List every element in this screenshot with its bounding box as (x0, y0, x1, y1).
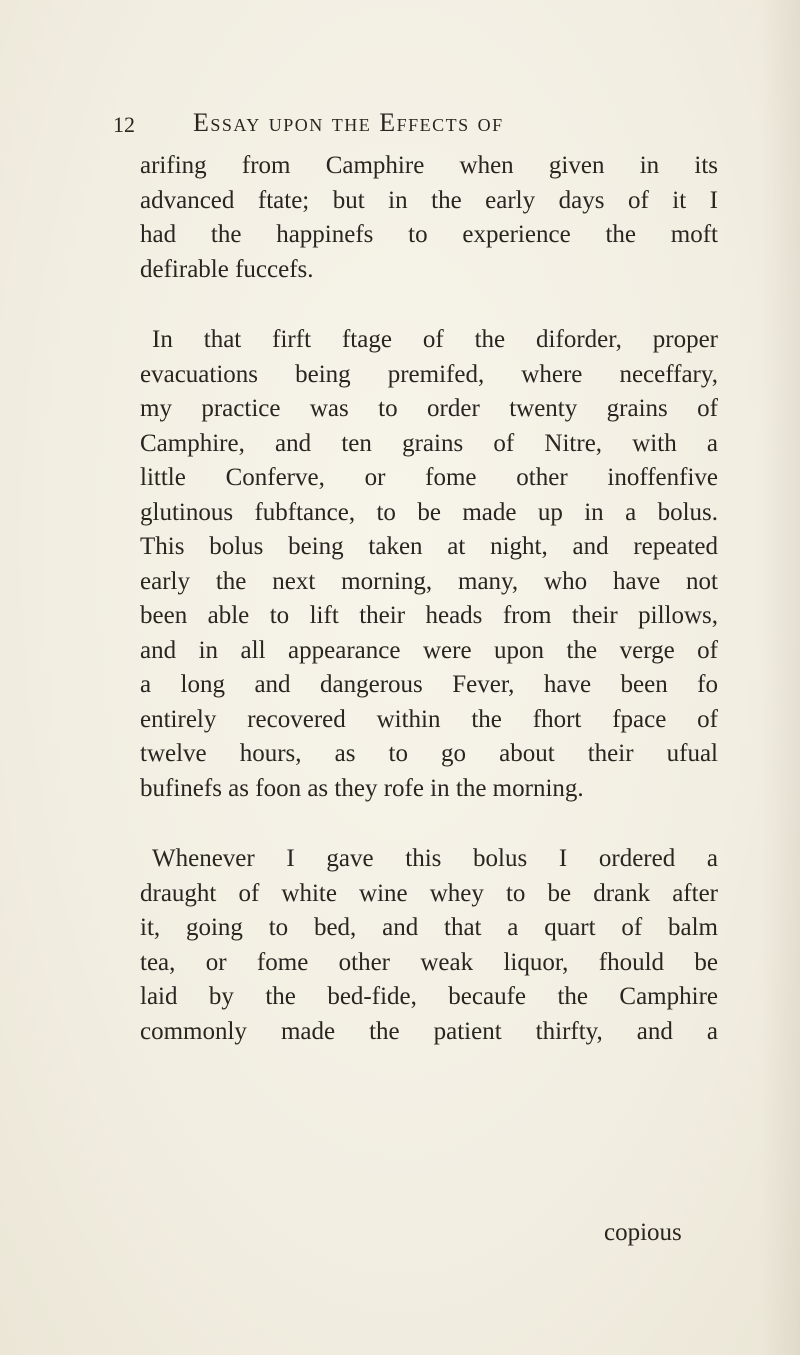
text-line: In that firft ftage of the diforder, proper (152, 326, 718, 353)
running-title: Essay upon the Effects of (193, 108, 504, 137)
text-line: Whenever I gave this bolus I ordered a (152, 845, 718, 872)
text-line: little Conferve, or fome other inoffenfive (140, 464, 718, 491)
page-number: 12 (113, 112, 135, 137)
text-line: tea, or fome other weak liquor, fhould be (140, 948, 718, 976)
text-line: defirable fuccefs. (140, 255, 314, 283)
text-line: twelve hours, as to go about their ufual (140, 740, 718, 767)
running-header (113, 108, 673, 144)
paragraph-1 (140, 149, 718, 287)
paragraph-3 (140, 842, 718, 1049)
page-edge-shadow (760, 0, 800, 1355)
text-line: evacuations being premifed, where neceffary, (140, 360, 718, 388)
text-line: a long and dangerous Fever, have been fo (140, 671, 718, 698)
paragraph-2 (140, 323, 718, 806)
text-line: it, going to bed, and that a quart of balm (140, 914, 718, 941)
text-line: Camphire, and ten grains of Nitre, with a (140, 429, 718, 457)
text-line: and in all appearance were upon the verge of (140, 636, 718, 664)
text-line: commonly made the patient thirfty, and a (140, 1017, 718, 1045)
text-line: advanced ftate; but in the early days of it I (140, 186, 718, 214)
catchword: copious (604, 1219, 682, 1246)
paragraph-gap (140, 287, 718, 323)
paragraph-gap (140, 806, 718, 842)
text-line: early the next morning, many, who have not (140, 567, 718, 595)
text-line: draught of white wine whey to be drank after (140, 879, 718, 907)
body-text (140, 149, 718, 1049)
text-line: glutinous fubftance, to be made up in a bolus. (140, 498, 718, 526)
text-line: laid by the bed-fide, becaufe the Camphire (140, 983, 718, 1010)
text-line: my practice was to order twenty grains of (140, 395, 718, 422)
text-line: entirely recovered within the fhort fpace of (140, 705, 718, 733)
text-line: This bolus being taken at night, and repeated (140, 533, 718, 560)
text-line: had the happinefs to experience the moft (140, 221, 718, 248)
text-line: arifing from Camphire when given in its (140, 152, 718, 179)
text-line: bufinefs as foon as they rofe in the morning. (140, 774, 584, 802)
text-line: been able to lift their heads from their pillows, (140, 602, 718, 629)
